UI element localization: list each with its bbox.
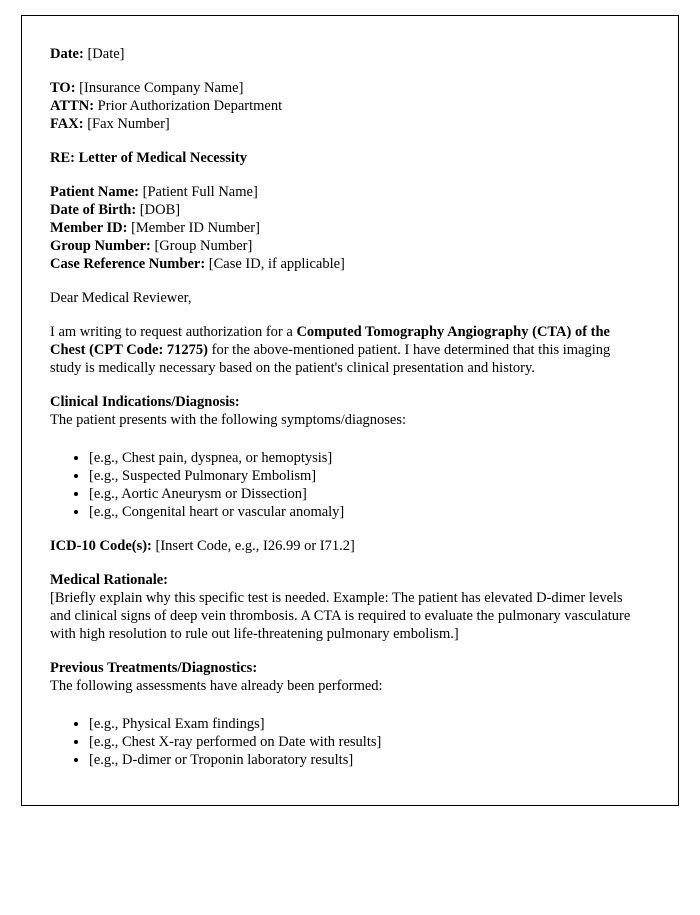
- intro-procedure-name: Computed Tomography Angiography (CTA) of the Chest (CPT Code: 71275): [50, 324, 610, 358]
- member-id-line: [50, 219, 634, 237]
- rationale-heading: [50, 571, 634, 589]
- fax-line: [50, 115, 634, 133]
- recipient-block: [50, 79, 634, 133]
- case-ref-line: [50, 255, 634, 273]
- patient-name-line: [50, 183, 634, 201]
- fax-label: FAX:: [50, 116, 84, 132]
- fax-value: [Fax Number]: [87, 116, 170, 132]
- attn-line: [50, 97, 634, 115]
- group-number-label: Group Number:: [50, 238, 151, 254]
- patient-name-value: [Patient Full Name]: [142, 184, 258, 200]
- bullet-item: • [e.g., Chest pain, dyspnea, or hemoptysis]: [89, 449, 634, 467]
- dob-label: Date of Birth:: [50, 202, 137, 218]
- re-text: RE: Letter of Medical Necessity: [50, 150, 248, 166]
- case-ref-label: Case Reference Number:: [50, 256, 206, 272]
- member-id-label: Member ID:: [50, 220, 128, 236]
- dob-line: [50, 201, 634, 219]
- clinical-intro-line: The patient presents with the following symptoms/diagnoses:: [50, 412, 407, 428]
- subject-block: [50, 149, 634, 167]
- icd-line: [50, 537, 634, 555]
- date-block: [50, 45, 634, 63]
- attn-label: ATTN:: [50, 98, 95, 114]
- dob-value: [DOB]: [139, 202, 181, 218]
- salutation-block: [50, 289, 634, 307]
- bullet-item: • [e.g., Physical Exam findings]: [89, 715, 634, 733]
- date-label: Date:: [50, 46, 84, 62]
- group-number-line: [50, 237, 634, 255]
- bullet-item: • [e.g., D-dimer or Troponin laboratory results]: [89, 751, 634, 769]
- to-label: TO:: [50, 80, 76, 96]
- previous-heading-text: Previous Treatments/Diagnostics:: [50, 660, 258, 676]
- to-line: [50, 79, 634, 97]
- case-ref-value: [Case ID, if applicable]: [208, 256, 345, 272]
- attn-value: Prior Authorization Department: [97, 98, 283, 114]
- patient-info-block: [50, 183, 634, 273]
- previous-section-heading: [50, 659, 634, 677]
- intro-part2: for the above-mentioned patient. I have determined that this imaging study is medically necessary based on the patient's clinical presentation and history.: [50, 342, 611, 376]
- bullet-item: • [e.g., Congenital heart or vascular anomaly]: [89, 503, 634, 521]
- intro-paragraph: [50, 323, 634, 377]
- rationale-body: [Briefly explain why this specific test is needed. Example: The patient has elevated D-dimer levels and clinical signs of deep vein thrombosis. A CTA is required to evaluate the pulmonary vasculature with high resolution to rule out life-threatening pulmonary embolism.]: [50, 590, 631, 642]
- date-line: [50, 45, 634, 63]
- clinical-section-heading: [50, 393, 634, 411]
- icd-value: [Insert Code, e.g., I26.99 or I71.2]: [155, 538, 355, 554]
- icd-code-block: [50, 537, 634, 555]
- member-id-value: [Member ID Number]: [131, 220, 260, 236]
- patient-name-label: Patient Name:: [50, 184, 139, 200]
- clinical-heading-text: Clinical Indications/Diagnosis:: [50, 394, 240, 410]
- medical-rationale-section: [50, 571, 634, 643]
- date-value: [Date]: [87, 46, 125, 62]
- to-value: [Insurance Company Name]: [79, 80, 244, 96]
- bullet-item: • [e.g., Suspected Pulmonary Embolism]: [89, 467, 634, 485]
- rationale-heading-text: Medical Rationale:: [50, 572, 168, 588]
- icd-label: ICD-10 Code(s):: [50, 538, 152, 554]
- bullet-item: • [e.g., Aortic Aneurysm or Dissection]: [89, 485, 634, 503]
- group-number-value: [Group Number]: [154, 238, 253, 254]
- salutation-text: Dear Medical Reviewer,: [50, 290, 192, 306]
- clinical-bullet-list: [50, 449, 634, 521]
- re-line: [50, 149, 634, 167]
- previous-treatments-section: [50, 659, 634, 769]
- letter-page: [21, 15, 679, 806]
- previous-intro-line: The following assessments have already been performed:: [50, 678, 383, 694]
- previous-bullet-list: [50, 715, 634, 769]
- intro-part1: I am writing to request authorization for a: [50, 324, 293, 340]
- bullet-item: • [e.g., Chest X-ray performed on Date with results]: [89, 733, 634, 751]
- clinical-indications-section: [50, 393, 634, 521]
